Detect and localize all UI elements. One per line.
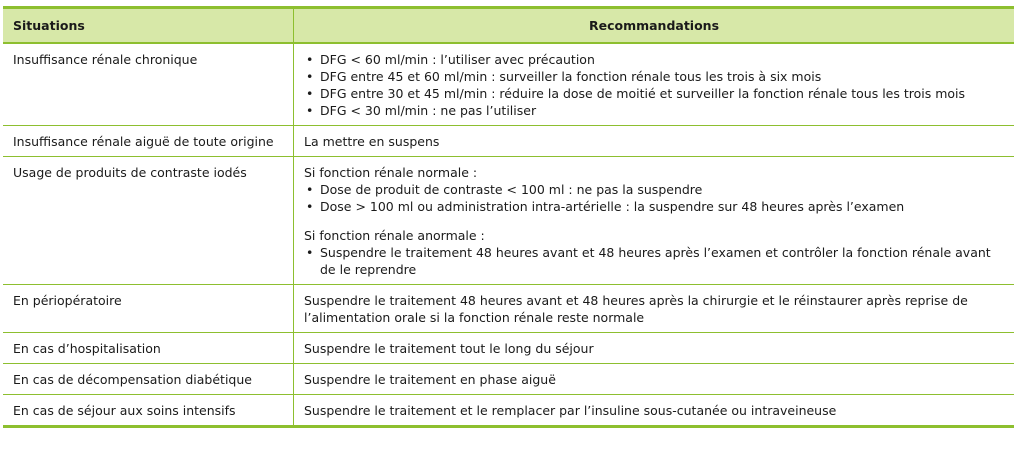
situation-cell: Usage de produits de contraste iodés <box>3 157 294 285</box>
bullet-list <box>304 244 1004 278</box>
bullet-list <box>304 51 1004 119</box>
recommendation-intro: Si fonction rénale anormale : <box>304 228 485 243</box>
list-item: • DFG entre 30 et 45 ml/min : réduire la dose de moitié et surveiller la fonction rénale tous les trois mois <box>304 85 1004 102</box>
spacer <box>304 215 1004 227</box>
header-recommandations: Recommandations <box>294 9 1015 43</box>
table-row <box>3 157 1014 285</box>
list-item: • DFG < 60 ml/min : l’utiliser avec précaution <box>304 51 1004 68</box>
situation-cell: Insuffisance rénale chronique <box>3 43 294 126</box>
table-row <box>3 333 1014 364</box>
situation-cell: Insuffisance rénale aiguë de toute origine <box>3 126 294 157</box>
list-item: • Suspendre le traitement 48 heures avant et 48 heures après l’examen et contrôler la fonction rénale avant de le reprendre <box>304 244 1004 278</box>
recommendation-cell: Suspendre le traitement et le remplacer par l’insuline sous-cutanée ou intraveineuse <box>294 395 1015 427</box>
list-item: • Dose > 100 ml ou administration intra-artérielle : la suspendre sur 48 heures après l’examen <box>304 198 1004 215</box>
situation-cell: En cas de décompensation diabétique <box>3 364 294 395</box>
list-item: • DFG entre 45 et 60 ml/min : surveiller la fonction rénale tous les trois à six mois <box>304 68 1004 85</box>
situation-cell: En cas d’hospitalisation <box>3 333 294 364</box>
recommendations-table-container <box>3 6 1014 428</box>
table-row <box>3 285 1014 333</box>
header-row <box>3 9 1014 43</box>
recommendation-cell: Suspendre le traitement tout le long du séjour <box>294 333 1015 364</box>
recommendation-cell: Suspendre le traitement 48 heures avant et 48 heures après la chirurgie et le réinstaurer après reprise de l’alimentation orale si la fonction rénale reste normale <box>294 285 1015 333</box>
recommendation-cell <box>294 157 1015 285</box>
bullet-list <box>304 181 1004 215</box>
recommendation-cell: Suspendre le traitement en phase aiguë <box>294 364 1015 395</box>
recommendation-intro: Si fonction rénale normale : <box>304 165 478 180</box>
recommendation-cell <box>294 43 1015 126</box>
table-row <box>3 126 1014 157</box>
recommendations-table <box>3 9 1014 428</box>
table-row <box>3 43 1014 126</box>
situation-cell: En cas de séjour aux soins intensifs <box>3 395 294 427</box>
recommendation-cell: La mettre en suspens <box>294 126 1015 157</box>
table-row <box>3 395 1014 427</box>
header-situations: Situations <box>3 9 294 43</box>
table-row <box>3 364 1014 395</box>
list-item: • Dose de produit de contraste < 100 ml : ne pas la suspendre <box>304 181 1004 198</box>
situation-cell: En périopératoire <box>3 285 294 333</box>
list-item: • DFG < 30 ml/min : ne pas l’utiliser <box>304 102 1004 119</box>
